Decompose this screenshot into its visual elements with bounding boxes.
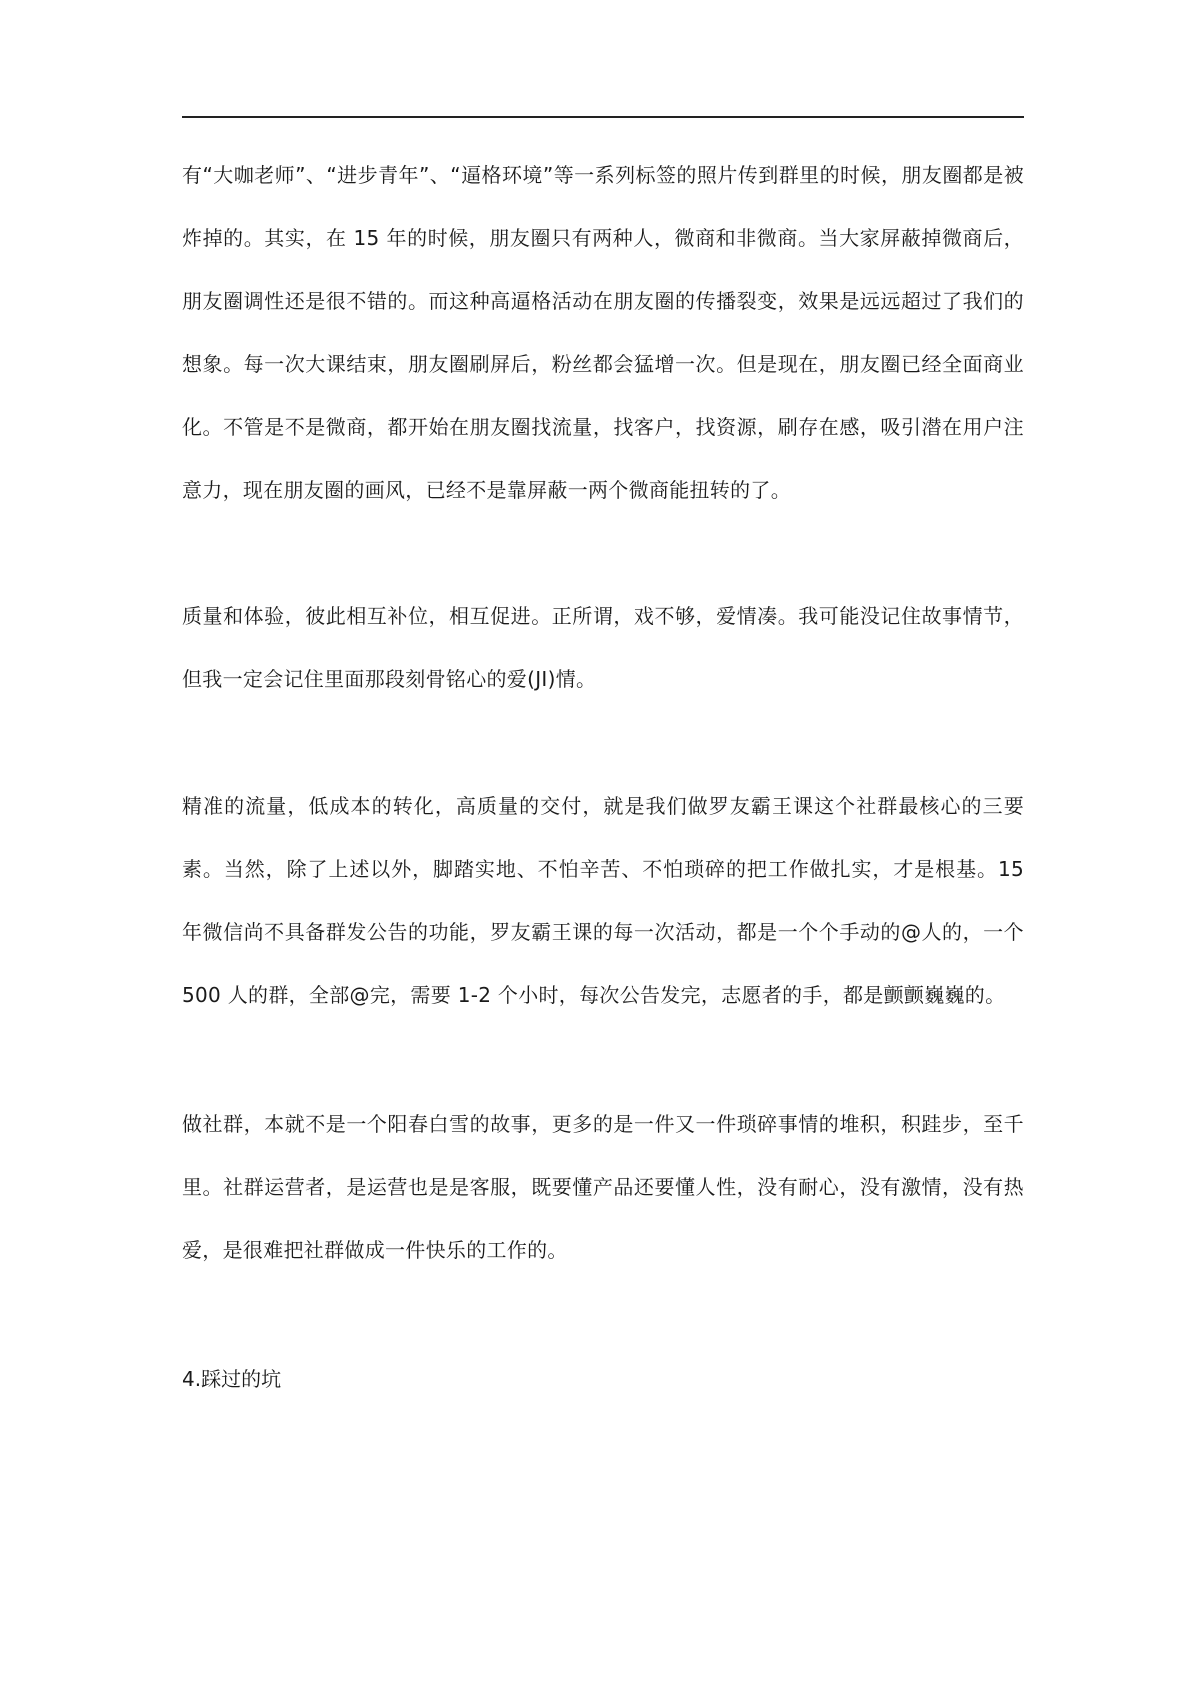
document-body <box>182 144 1024 1411</box>
paragraph-community-operation: 做社群，本就不是一个阳春白雪的故事，更多的是一件又一件琐碎事情的堆积，积跬步，至千里。社群运营者，是运营也是是客服，既要懂产品还要懂人性，没有耐心，没有激情，没有热爱，是很难把社群做成一件快乐的工作的。 <box>182 1112 1024 1262</box>
paragraph-quality-experience: 质量和体验，彼此相互补位，相互促进。正所谓，戏不够，爱情凑。我可能没记住故事情节，但我一定会记住里面那段刻骨铭心的爱(JI)情。 <box>182 604 1024 691</box>
paragraph-three-elements: 精准的流量，低成本的转化，高质量的交付，就是我们做罗友霸王课这个社群最核心的三要素。当然，除了上述以外，脚踏实地、不怕辛苦、不怕琐碎的把工作做扎实，才是根基。15 年微信尚不具备群发公告的功能，罗友霸王课的每一次活动，都是一个个手动的@人的，一个 500 人的群，全部@完，需要 1-2 个小时，每次公告发完，志愿者的手，都是颤颤巍巍的。 <box>182 794 1024 1007</box>
paragraph-moments-spread: 有“大咖老师”、“进步青年”、“逼格环境”等一系列标签的照片传到群里的时候，朋友圈都是被炸掉的。其实，在 15 年的时候，朋友圈只有两种人，微商和非微商。当大家屏蔽掉微商后，朋友圈调性还是很不错的。而这种高逼格活动在朋友圈的传播裂变，效果是远远超过了我们的想象。每一次大课结束，朋友圈刷屏后，粉丝都会猛增一次。但是现在，朋友圈已经全面商业化。不管是不是微商，都开始在朋友圈找流量，找客户，找资源，刷存在感，吸引潜在用户注意力，现在朋友圈的画风，已经不是靠屏蔽一两个微商能扭转的了。 <box>182 163 1024 502</box>
header-divider <box>182 116 1024 118</box>
section-heading: 4.踩过的坑 <box>182 1367 282 1391</box>
